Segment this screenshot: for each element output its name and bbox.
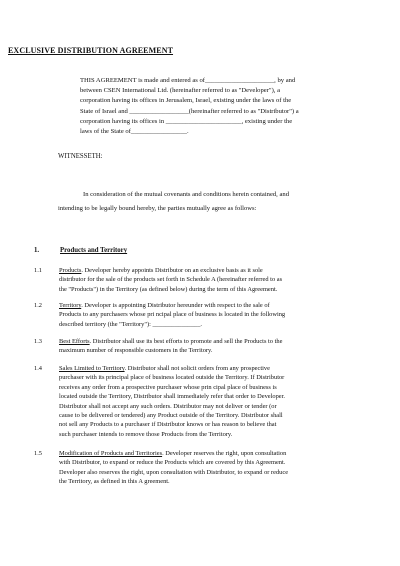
document-title: EXCLUSIVE DISTRIBUTION AGREEMENT <box>8 46 174 55</box>
clause-line: . Distributor shall use its best efforts to promote and sell the Products to the <box>89 338 283 345</box>
witnesseth-heading: WITNESSETH: <box>58 153 103 160</box>
clause-line: Developer also reserves the right, upon consultation with Distributor, to expand or reduce <box>59 468 289 476</box>
clause-line: described territory (the "Territory"): _______________. <box>59 320 203 328</box>
clause-line: cause to be delivered or tendered) any Product outside of the Territory. Distributor shall <box>59 412 283 420</box>
clause-text <box>59 266 374 294</box>
clause-heading: Best Efforts <box>59 338 90 345</box>
clause-line: purchaser with its principal place of business located outside the Territory. If Distributor <box>59 374 285 382</box>
clause-text <box>59 449 374 487</box>
clause-line: such purchaser intends to remove those Products from the Territory. <box>59 430 233 438</box>
clause-heading: Sales Limited to Territory <box>59 365 125 372</box>
clause-line: not sell any Products to a purchaser if Distributor knows or has reason to believe that <box>59 421 277 429</box>
clause-line: distributor for the sale of the products set forth in Schedule A (hereinafter referred to as <box>59 276 283 284</box>
consideration-line: In consideration of the mutual covenants and conditions herein contained, and <box>83 191 289 198</box>
clause-number: 1.1 <box>34 267 42 274</box>
consideration-line: intending to be legally bound hereby, the parties mutually agree as follows: <box>58 204 257 212</box>
clause-line: located outside the Territory, Distributor shall immediately refer that order to Developer. <box>59 393 285 401</box>
clause-line: the "Products") in the Territory (as defined below) during the term of this Agreement. <box>59 285 278 293</box>
clause-line: receives any order from a prospective purchaser whose prin cipal place of business is <box>59 383 277 391</box>
clause-number: 1.2 <box>34 302 42 309</box>
section-title: Products and Territory <box>60 247 128 254</box>
clause-number: 1.3 <box>34 338 42 345</box>
clause-number: 1.4 <box>34 365 42 372</box>
intro-paragraph <box>80 76 370 137</box>
consideration-paragraph <box>58 188 378 215</box>
clause-line: the Territory, as defined in this A greement. <box>59 478 170 486</box>
clause-heading: Modification of Products and Territories <box>59 450 163 457</box>
intro-line: corporation having its offices in Jerusalem, Israel, existing under the laws of the <box>80 97 292 105</box>
clause-text <box>59 301 374 329</box>
clause-line: Products to any purchasers whose pri ncipal place of business is located in the following <box>59 311 286 319</box>
clause-text <box>59 337 374 356</box>
intro-line: State of Israel and __________________(hereinafter referred to as "Distributor") a <box>80 107 299 115</box>
intro-line: laws of the State of_________________. <box>80 128 189 136</box>
clause-line: Distributor shall not accept any such orders. Distributor may not deliver or tender (or <box>59 402 277 410</box>
intro-line: between CSEN International Ltd. (hereinafter referred to as "Developer"), a <box>80 87 280 95</box>
clause-line: . Developer hereby appoints Distributor on an exclusive basis as it sole <box>81 267 263 274</box>
intro-line: THIS AGREEMENT is made and entered as of_____________________, by and <box>80 77 296 84</box>
clause-line: . Distributor shall not solicit orders from any prospective <box>124 365 270 372</box>
clause-text <box>59 364 374 439</box>
clause-line: . Developer is appointing Distributor hereunder with respect to the sale of <box>81 302 270 309</box>
clause-line: . Developer reserves the right, upon consultation <box>162 450 287 457</box>
intro-line: corporation having its offices in _______________________, existing under the <box>80 117 293 125</box>
clause-number: 1.5 <box>34 450 42 457</box>
clause-heading: Products <box>59 267 82 274</box>
clause-heading: Territory <box>59 302 82 309</box>
section-number: 1. <box>34 247 40 254</box>
clause-line: with Distributor, to expand or reduce the Products which are covered by this Agreement. <box>59 459 286 467</box>
clause-line: maximum number of responsible customers in the Territory. <box>59 347 213 355</box>
